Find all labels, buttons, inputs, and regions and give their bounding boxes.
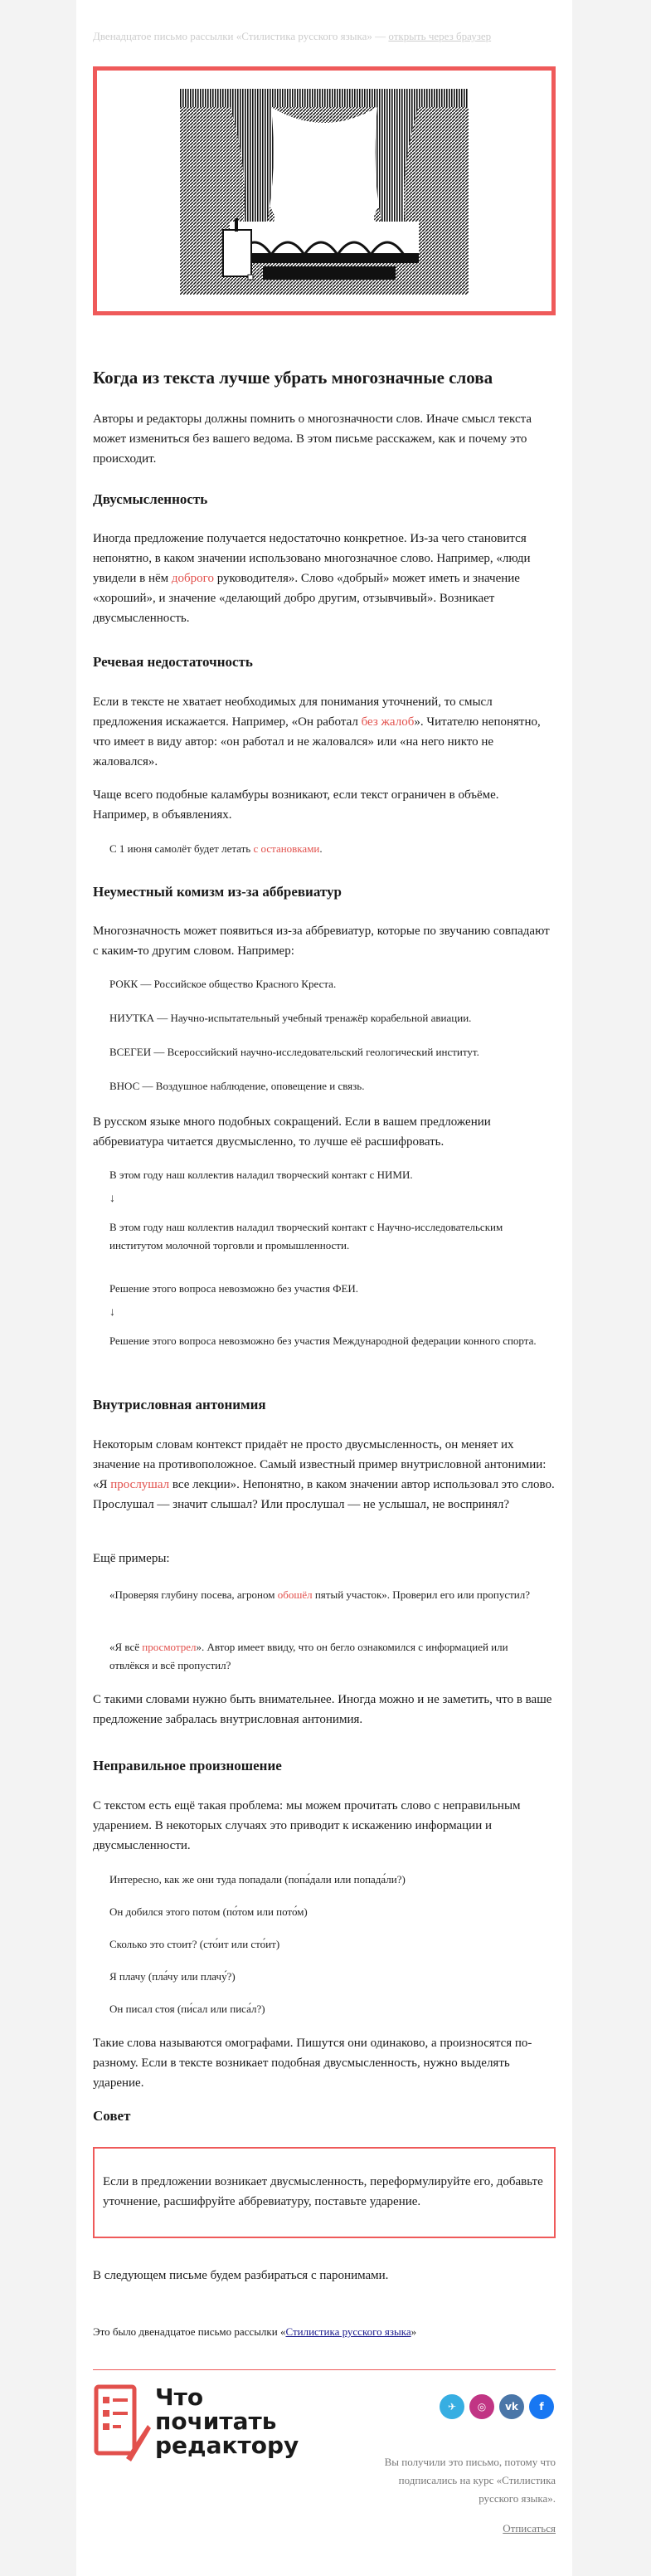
email-body <box>76 0 572 2576</box>
abbreviation-example: ВНОС — Воздушное наблюдение, оповещение и связь. <box>109 1080 365 1092</box>
open-in-browser-link[interactable]: открыть через браузер <box>388 30 492 42</box>
logo-line: почитать <box>155 2408 277 2435</box>
homograph-example: Я плачу (пла́чу или плачу́?) <box>109 1970 236 1983</box>
glyph: vk <box>505 2401 518 2413</box>
text-part: Если в тексте не хватает необходимых для понимания уточнений, то смысл предложения искажается. Например, «Он работал <box>93 695 493 729</box>
abbreviation-example: В этом году наш коллектив наладил творческий контакт с НИМИ. <box>109 1168 413 1181</box>
abbreviation-example-expanded: Решение этого вопроса невозможно без участия Международной федерации конного спорта. <box>109 1334 537 1347</box>
highlight-word: без жалоб <box>361 715 415 729</box>
abbreviation-example: НИУТКА — Научно-испытательный учебный тренажёр корабельной авиации. <box>109 1012 472 1024</box>
text-part: Это было двенадцатое письмо рассылки « <box>93 2325 286 2338</box>
highlight-word: прослушал <box>110 1478 170 1491</box>
glyph: ◎ <box>477 2401 487 2413</box>
antonymy-example <box>109 1638 541 1675</box>
course-link[interactable]: Стилистика русского языка <box>285 2325 411 2338</box>
hero-illustration-frame <box>93 66 556 315</box>
section-title-pronunciation: Неправильное произношение <box>93 1758 282 1773</box>
instagram-icon[interactable] <box>469 2394 494 2419</box>
down-arrow-icon: ↓ <box>109 1306 115 1319</box>
highlight-word: с остановками <box>253 842 320 855</box>
text-part: Некоторым словам контекст придаёт не просто двусмысленность, он меняет их значение на противоположное. Самый известный пример внутрисловной антонимии: «Я <box>93 1438 547 1491</box>
theater-stage-illustration <box>180 89 469 295</box>
tip-box <box>93 2147 556 2238</box>
ambiguity-paragraph <box>93 529 556 628</box>
abbreviation-example: РОКК — Российское общество Красного Креста. <box>109 978 337 990</box>
glyph: f <box>539 2401 544 2413</box>
homograph-example: Он писал стоя (пи́сал или писа́л?) <box>109 2003 265 2015</box>
intro-paragraph: Авторы и редакторы должны помнить о многозначности слов. Иначе смысл текста может измениться без вашего ведома. В этом письме расскажем, как и почему это происходит. <box>93 412 532 466</box>
logo-text[interactable] <box>155 2385 321 2457</box>
pronunciation-paragraph: С текстом есть ещё такая проблема: мы можем прочитать слово с неправильным ударением. В некоторых случаях это приводит к искажению информации и двусмысленности. <box>93 1799 521 1852</box>
antonymy-paragraph <box>93 1435 556 1515</box>
text-part: Иногда предложение получается недостаточно конкретное. Из-за чего становится непонятно, в каком значении использовано многозначное слово. Например, «люди увидели в нём <box>93 532 531 585</box>
abbreviation-example: Решение этого вопроса невозможно без участия ФЕИ. <box>109 1282 359 1295</box>
glyph: ✈ <box>447 2401 457 2413</box>
text-part: ». Читателю непонятно, что имеет в виду автор: «он работал и не жаловался» или «на него никто не жаловался». <box>93 715 541 768</box>
example-quote <box>109 840 541 858</box>
text-part: » <box>411 2325 417 2338</box>
down-arrow-icon: ↓ <box>109 1193 115 1205</box>
homograph-example: Сколько это стоит? (сто́ит или сто́ит) <box>109 1938 280 1950</box>
next-letter-note: В следующем письме будем разбираться с паронимами. <box>93 2269 389 2282</box>
outro-line <box>93 2325 416 2339</box>
vk-icon[interactable] <box>499 2394 524 2419</box>
highlight-word: доброго <box>171 572 214 585</box>
logo-line: редактору <box>155 2432 299 2459</box>
text-part: С 1 июня самолёт будет летать <box>109 842 254 855</box>
text-part: руководителя». Слово «добрый» может иметь и значение «хороший», и значение «делающий добро другим, отзывчивый». Возникает двусмысленность. <box>93 572 520 625</box>
highlight-word: обошёл <box>277 1588 313 1601</box>
insufficiency-paragraph-2: Чаще всего подобные каламбуры возникают, если текст ограничен в объёме. Например, в объявлениях. <box>93 788 499 822</box>
preheader <box>93 30 556 43</box>
text-part: пятый участок». Проверил его или пропустил? <box>312 1588 530 1601</box>
text-part: . <box>319 842 323 855</box>
text-part: «Я всё <box>109 1641 143 1653</box>
section-title-antonymy: Внутрисловная антонимия <box>93 1397 266 1412</box>
tip-text: Если в предложении возникает двусмысленность, переформулируйте его, добавьте уточнение, расшифруйте аббревиатуру, поставьте ударение. <box>103 2175 543 2208</box>
preheader-text: Двенадцатое письмо рассылки «Стилистика русского языка» — <box>93 30 389 42</box>
more-examples-label: Ещё примеры: <box>93 1552 170 1565</box>
section-title-ambiguity: Двусмысленность <box>93 491 208 507</box>
homograph-example: Интересно, как же они туда попадали (попа́дали или попада́ли?) <box>109 1873 406 1886</box>
highlight-word: просмотрел <box>142 1641 197 1653</box>
subscription-note: Вы получили это письмо, потому что подписались на курс «Стилистика русского языка». <box>384 2456 556 2505</box>
pronunciation-paragraph-2: Такие слова называются омографами. Пишутся они одинаково, а произносятся по-разному. Если в тексте возникает подобная двусмысленность, нужно выделять ударение. <box>93 2037 532 2090</box>
abbreviations-paragraph-2: В русском языке много подобных сокращений. Если в вашем предложении аббревиатура читается двусмысленно, то лучше её расшифровать. <box>93 1115 491 1149</box>
telegram-icon[interactable] <box>440 2394 464 2419</box>
abbreviations-paragraph: Многозначность может появиться из-за аббревиатур, которые по звучанию совпадают с каким-то другим словом. Например: <box>93 925 550 958</box>
antonymy-paragraph-2: С такими словами нужно быть внимательнее. Иногда можно и не заметить, что в ваше предложение забралась внутрисловная антонимия. <box>93 1693 552 1726</box>
section-title-abbreviations: Неуместный комизм из-за аббревиатур <box>93 884 342 900</box>
abbreviation-example: ВСЕГЕИ — Всероссийский научно-исследовательский геологический институт. <box>109 1046 479 1058</box>
antonymy-example <box>109 1586 541 1604</box>
text-part: ». Автор имеет ввиду, что он бегло ознакомился с информацией или отвлёкся и всё пропустил? <box>109 1641 508 1671</box>
unsubscribe-link[interactable]: Отписаться <box>503 2522 556 2535</box>
abbreviation-example-expanded: В этом году наш коллектив наладил творческий контакт с Научно-исследовательским институтом молочной торговли и промышленности. <box>109 1221 503 1251</box>
section-title-insufficiency: Речевая недостаточность <box>93 654 253 670</box>
tip-title: Совет <box>93 2108 131 2124</box>
logo-line: Что <box>155 2383 204 2411</box>
homograph-example: Он добился этого потом (по́том или пото́м) <box>109 1905 308 1918</box>
article-title: Когда из текста лучше убрать многозначные слова <box>93 368 493 388</box>
text-part: «Проверяя глубину посева, агроном <box>109 1588 278 1601</box>
footer-divider <box>93 2369 556 2370</box>
logo-icon <box>93 2383 151 2463</box>
text-part: все лекции». Непонятно, в каком значении автор использовал это слово. Прослушал — значит слышал? Или прослушал — не услышал, не воспринял? <box>93 1478 555 1511</box>
facebook-icon[interactable] <box>529 2394 554 2419</box>
insufficiency-paragraph <box>93 692 556 772</box>
